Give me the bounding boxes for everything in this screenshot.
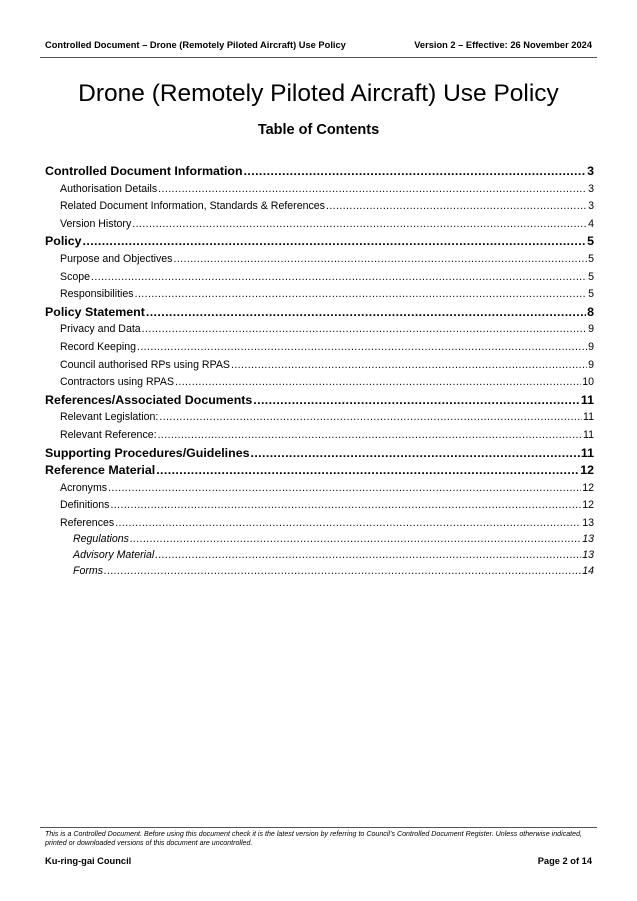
toc-entry[interactable]	[45, 321, 594, 339]
toc-entry-label: Definitions	[60, 499, 110, 512]
toc-entry[interactable]	[45, 374, 594, 392]
footer-divider	[40, 827, 597, 828]
toc-entry-label: Advisory Material	[73, 549, 155, 562]
toc-dot-leader	[250, 445, 579, 463]
toc-entry-page-number: 9	[588, 340, 594, 353]
toc-entry[interactable]	[45, 515, 594, 533]
toc-dot-leader	[137, 339, 587, 357]
toc-entry-page-number: 14	[582, 564, 594, 577]
toc-dot-leader	[253, 392, 580, 410]
document-title: Drone (Remotely Piloted Aircraft) Use Policy	[78, 80, 559, 107]
toc-entry[interactable]	[45, 357, 594, 375]
toc-entry-label: Privacy and Data	[60, 323, 141, 336]
toc-entry-page-number: 9	[588, 323, 594, 336]
toc-dot-leader	[135, 286, 587, 304]
toc-entry-label: Relevant Legislation:	[60, 411, 159, 424]
toc-dot-leader	[115, 515, 581, 533]
toc-dot-leader	[158, 181, 587, 199]
toc-entry-label: Scope	[60, 270, 91, 283]
toc-entry[interactable]	[45, 480, 594, 498]
footer-organisation: Ku-ring-gai Council	[45, 856, 132, 866]
toc-entry-page-number: 4	[588, 217, 594, 230]
toc-dot-leader	[142, 321, 587, 339]
toc-dot-leader	[156, 462, 579, 480]
toc-entry-page-number: 5	[587, 234, 594, 249]
page-header	[45, 40, 592, 56]
toc-entry-label: References	[60, 516, 115, 529]
toc-entry-label: Responsibilities	[60, 288, 134, 301]
toc-dot-leader	[91, 269, 587, 287]
toc-entry[interactable]	[45, 462, 594, 480]
toc-entry-label: Purpose and Objectives	[60, 252, 173, 265]
toc-entry-page-number: 9	[588, 358, 594, 371]
controlled-document-notice: This is a Controlled Document. Before using this document check it is the latest version by referring to Council’s Controlled Document Register. Unless otherwise indicated, printed or downloaded versions of this document are uncontrolled.	[45, 830, 583, 847]
toc-entry-page-number: 5	[588, 252, 594, 265]
header-document-name: Controlled Document – Drone (Remotely Piloted Aircraft) Use Policy	[45, 40, 346, 50]
toc-entry[interactable]	[45, 163, 594, 181]
toc-entry-page-number: 5	[588, 288, 594, 301]
page-footer	[45, 856, 592, 866]
toc-entry[interactable]	[45, 548, 594, 564]
toc-entry-label: Policy	[45, 234, 82, 249]
toc-dot-leader	[146, 304, 586, 322]
toc-entry-label: Controlled Document Information	[45, 164, 243, 178]
toc-entry-label: Authorisation Details	[60, 182, 158, 195]
toc-dot-leader	[231, 357, 587, 375]
toc-dot-leader	[110, 497, 581, 515]
toc-entry-page-number: 3	[588, 200, 594, 213]
toc-entry-label: Version History	[60, 217, 132, 230]
toc-entry[interactable]	[45, 339, 594, 357]
toc-entry[interactable]	[45, 427, 594, 445]
toc-dot-leader	[104, 564, 581, 580]
toc-entry[interactable]	[45, 409, 594, 427]
toc-entry-page-number: 3	[587, 164, 594, 178]
footer-page-number: Page 2 of 14	[537, 856, 592, 866]
toc-entry-page-number: 13	[582, 516, 594, 529]
toc-entry-page-number: 8	[587, 304, 594, 319]
toc-entry[interactable]	[45, 304, 594, 322]
toc-entry-label: Reference Material	[45, 463, 156, 478]
header-version-info: Version 2 – Effective: 26 November 2024	[414, 40, 592, 50]
toc-dot-leader	[244, 163, 587, 181]
toc-entry-label: Record Keeping	[60, 340, 136, 353]
toc-dot-leader	[83, 233, 587, 251]
toc-dot-leader	[158, 427, 582, 445]
toc-dot-leader	[108, 480, 581, 498]
toc-entry-label: Related Document Information, Standards & References	[60, 200, 325, 213]
toc-entry[interactable]	[45, 286, 594, 304]
toc-entry[interactable]	[45, 181, 594, 199]
toc-entry-label: Policy Statement	[45, 304, 145, 319]
toc-entry[interactable]	[45, 532, 594, 548]
toc-entry[interactable]	[45, 251, 594, 269]
toc-entry-label: Relevant Reference:	[60, 428, 157, 441]
toc-entry-page-number: 5	[588, 270, 594, 283]
toc-dot-leader	[175, 374, 581, 392]
toc-entry-page-number: 11	[580, 392, 594, 407]
toc-dot-leader	[155, 548, 581, 564]
toc-entry[interactable]	[45, 392, 594, 410]
toc-entry-page-number: 12	[582, 499, 594, 512]
toc-entry-page-number: 11	[583, 428, 594, 441]
toc-dot-leader	[130, 532, 581, 548]
toc-entry-page-number: 10	[582, 376, 594, 389]
toc-dot-leader	[326, 198, 587, 216]
toc-entry-page-number: 13	[582, 533, 594, 546]
toc-entry-label: Supporting Procedures/Guidelines	[45, 445, 250, 460]
toc-entry-page-number: 3	[588, 182, 594, 195]
toc-entry-page-number: 11	[583, 411, 594, 424]
toc-entry[interactable]	[45, 216, 594, 234]
toc-entry[interactable]	[45, 233, 594, 251]
toc-entry-page-number: 11	[580, 445, 594, 460]
toc-entry[interactable]	[45, 269, 594, 287]
toc-entry-page-number: 13	[582, 549, 594, 562]
toc-entry-label: Regulations	[73, 533, 129, 546]
toc-entry-label: Council authorised RPs using RPAS	[60, 358, 230, 371]
toc-entry-label: Forms	[73, 564, 104, 577]
toc-dot-leader	[173, 251, 587, 269]
toc-entry-label: References/Associated Documents	[45, 392, 253, 407]
header-divider	[40, 57, 597, 58]
toc-dot-leader	[132, 216, 587, 234]
toc-entry-page-number: 12	[580, 463, 594, 478]
table-of-contents	[45, 163, 594, 579]
toc-heading: Table of Contents	[257, 122, 380, 138]
toc-entry-label: Contractors using RPAS	[60, 376, 175, 389]
toc-entry[interactable]	[45, 445, 594, 463]
toc-entry[interactable]	[45, 198, 594, 216]
toc-entry-label: Acronyms	[60, 481, 108, 494]
toc-dot-leader	[159, 409, 582, 427]
toc-entry-page-number: 12	[582, 481, 594, 494]
toc-entry[interactable]	[45, 564, 594, 580]
toc-entry[interactable]	[45, 497, 594, 515]
